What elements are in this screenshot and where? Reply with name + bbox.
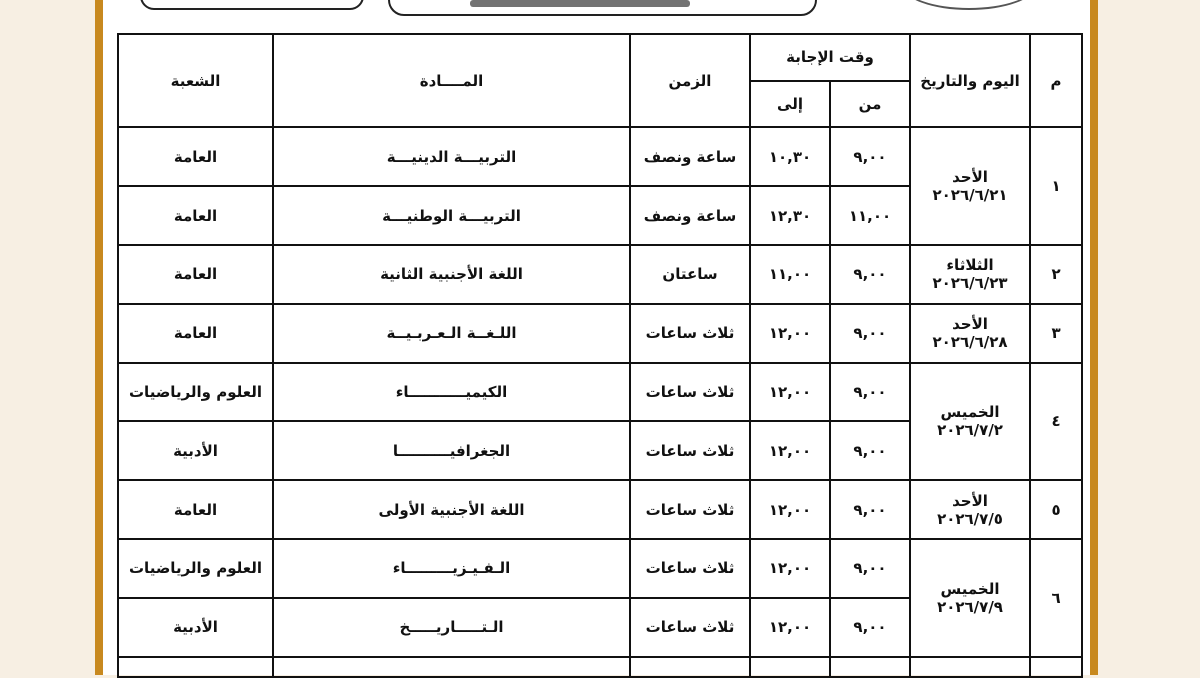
subject-cell: الـفـيـزيـــــــــاء: [273, 539, 630, 598]
table-row-cropped: [118, 657, 1082, 677]
from-time-cell: ٩,٠٠: [830, 539, 910, 598]
table-row: [118, 304, 1082, 363]
row-number-cell: ٦: [1030, 539, 1082, 657]
branch-cell: العامة: [118, 245, 273, 304]
day-date-cell: [910, 363, 1030, 481]
to-time-cell: ١٢,٠٠: [750, 539, 830, 598]
header-number: م: [1030, 34, 1082, 127]
branch-cell: العلوم والرياضيات: [118, 539, 273, 598]
duration-cell: ثلاث ساعات: [630, 363, 750, 422]
to-time-cell: ١٢,٠٠: [750, 421, 830, 480]
from-time-cell: ٩,٠٠: [830, 363, 910, 422]
exam-schedule-table: [117, 33, 1083, 678]
day-label: الثلاثاء: [946, 256, 994, 275]
row-number-cell: ٥: [1030, 480, 1082, 539]
table-row: [118, 245, 1082, 304]
branch-cell: الأدبية: [118, 598, 273, 657]
date-label: ٢٠٢٦/٧/٢: [937, 421, 1003, 440]
duration-cell: ثلاث ساعات: [630, 304, 750, 363]
date-label: ٢٠٢٦/٦/٢٨: [932, 333, 1008, 352]
subject-cell: الكيميـــــــــــاء: [273, 363, 630, 422]
day-date-cell: [910, 304, 1030, 363]
subject-cell: الـتـــــاريـــــخ: [273, 598, 630, 657]
row-number-cell: ٤: [1030, 363, 1082, 481]
from-time-cell: ٩,٠٠: [830, 598, 910, 657]
duration-cell: ثلاث ساعات: [630, 598, 750, 657]
to-time-cell: ١٢,٠٠: [750, 480, 830, 539]
header-duration: الزمن: [630, 34, 750, 127]
to-time-cell: ١١,٠٠: [750, 245, 830, 304]
subject-cell: اللـغــة الـعـربـيــة: [273, 304, 630, 363]
subject-cell: الجغرافيــــــــــا: [273, 421, 630, 480]
to-time-cell: ١٢,٠٠: [750, 363, 830, 422]
row-number-cell: ٣: [1030, 304, 1082, 363]
table-row: [118, 539, 1082, 598]
from-time-cell: ٩,٠٠: [830, 127, 910, 186]
table-row: [118, 480, 1082, 539]
subject-cell: التربيـــة الوطنيـــة: [273, 186, 630, 245]
subject-cell: التربيـــة الدينيـــة: [273, 127, 630, 186]
header-to: إلى: [750, 81, 830, 128]
header-from: من: [830, 81, 910, 128]
day-date-cell: [910, 245, 1030, 304]
day-label: الأحد: [952, 491, 988, 510]
from-time-cell: ٩,٠٠: [830, 421, 910, 480]
branch-cell: الأدبية: [118, 421, 273, 480]
day-date-cell: [910, 480, 1030, 539]
day-label: الأحد: [952, 315, 988, 334]
subject-cell: اللغة الأجنبية الأولى: [273, 480, 630, 539]
table-header-row: [118, 34, 1082, 81]
from-time-cell: ٩,٠٠: [830, 480, 910, 539]
row-number-cell: ٢: [1030, 245, 1082, 304]
table-row: [118, 363, 1082, 422]
to-time-cell: ١٢,٣٠: [750, 186, 830, 245]
day-label: الخميس: [940, 403, 1000, 422]
header-day-date: اليوم والتاريخ: [910, 34, 1030, 127]
duration-cell: ثلاث ساعات: [630, 480, 750, 539]
from-time-cell: ٩,٠٠: [830, 245, 910, 304]
date-label: ٢٠٢٦/٦/٢٣: [932, 274, 1008, 293]
header-answer-time: وقت الإجابة: [750, 34, 910, 81]
right-frame-border: [1090, 0, 1098, 675]
duration-cell: ساعتان: [630, 245, 750, 304]
subject-cell: اللغة الأجنبية الثانية: [273, 245, 630, 304]
duration-cell: ساعة ونصف: [630, 186, 750, 245]
date-label: ٢٠٢٦/٧/٩: [937, 597, 1003, 616]
header-subject: المــــادة: [273, 34, 630, 127]
duration-cell: ثلاث ساعات: [630, 421, 750, 480]
table-row: [118, 127, 1082, 186]
branch-cell: العامة: [118, 186, 273, 245]
branch-cell: العامة: [118, 127, 273, 186]
to-time-cell: ١٠,٣٠: [750, 127, 830, 186]
to-time-cell: ١٢,٠٠: [750, 598, 830, 657]
branch-cell: العامة: [118, 480, 273, 539]
branch-cell: العامة: [118, 304, 273, 363]
day-label: الأحد: [952, 168, 988, 187]
left-frame-border: [95, 0, 103, 675]
duration-cell: ساعة ونصف: [630, 127, 750, 186]
from-time-cell: ١١,٠٠: [830, 186, 910, 245]
duration-cell: ثلاث ساعات: [630, 539, 750, 598]
header-branch: الشعبة: [118, 34, 273, 127]
branch-cell: العلوم والرياضيات: [118, 363, 273, 422]
header-title-cropped-text: [470, 0, 690, 7]
day-date-cell: [910, 539, 1030, 657]
day-label: الخميس: [940, 579, 1000, 598]
date-label: ٢٠٢٦/٦/٢١: [932, 186, 1008, 205]
day-date-cell: [910, 127, 1030, 245]
row-number-cell: ١: [1030, 127, 1082, 245]
header-left-box: [140, 0, 364, 10]
date-label: ٢٠٢٦/٧/٥: [937, 509, 1003, 528]
from-time-cell: ٩,٠٠: [830, 304, 910, 363]
to-time-cell: ١٢,٠٠: [750, 304, 830, 363]
